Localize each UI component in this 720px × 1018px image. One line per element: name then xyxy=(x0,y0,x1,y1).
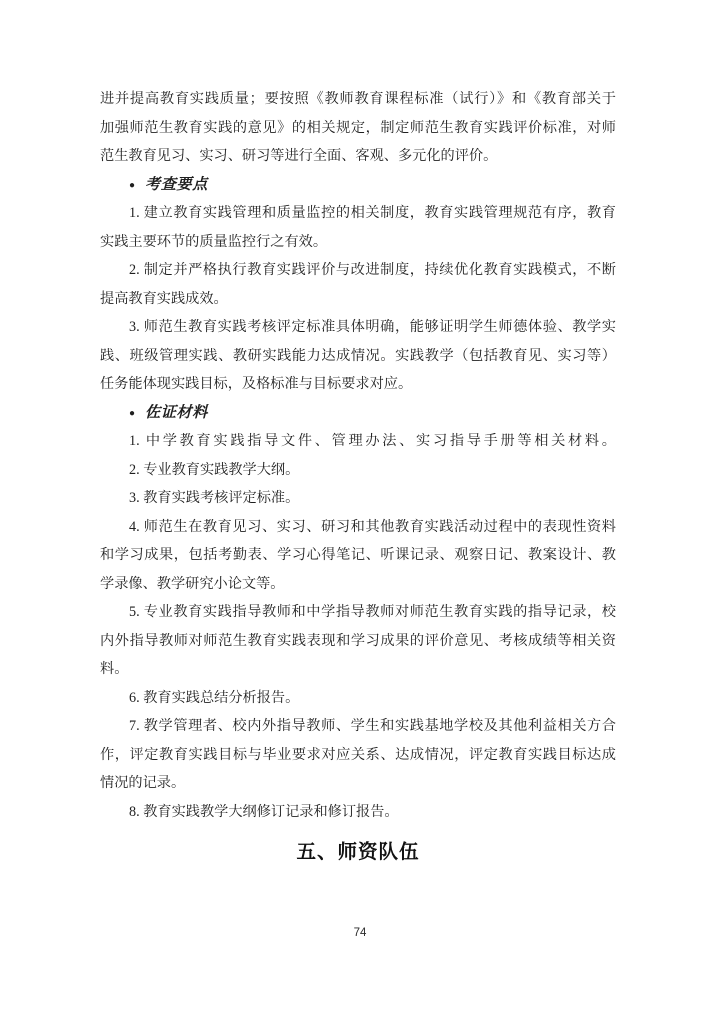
text-line: 任务能体现实践目标，及格标准与目标要求对应。 xyxy=(100,376,413,392)
numbered-item-line: 1. 建立教育实践管理和质量监控的相关制度，教育实践管理规范有序，教育 xyxy=(129,205,616,221)
text-line: 进并提高教育实践质量；要按照《教师教育课程标准（试行）》和《教育部关于 xyxy=(100,91,616,107)
numbered-item-line: 3. 教育实践考核评定标准。 xyxy=(129,490,300,506)
section-title-row xyxy=(100,171,616,200)
page-content xyxy=(100,85,616,869)
section-kaocha-yaodian xyxy=(100,171,616,399)
numbered-item-line: 6. 教育实践总结分析报告。 xyxy=(129,689,300,706)
text-line: 加强师范生教育实践的意见》的相关规定，制定师范生教育实践评价标准，对师 xyxy=(100,119,616,136)
numbered-item-line: 2. 专业教育实践教学大纲。 xyxy=(129,461,300,478)
text-line: 提高教育实践成效。 xyxy=(100,290,228,307)
bullet-icon: ● xyxy=(129,407,136,419)
numbered-item-line: 8. 教育实践教学大纲修订记录和修订报告。 xyxy=(129,803,399,820)
text-line: 范生教育见习、实习、研习等进行全面、客观、多元化的评价。 xyxy=(100,148,498,164)
bullet-icon: ● xyxy=(129,179,136,191)
numbered-item-line: 3. 师范生教育实践考核评定标准具体明确，能够证明学生师德体验、教学实 xyxy=(129,319,616,335)
numbered-item-line: 7. 教学管理者、校内外指导教师、学生和实践基地学校及其他利益相关方合 xyxy=(129,718,616,734)
numbered-item-line: 4. 师范生在教育见习、实习、研习和其他教育实践活动过程中的表现性资料 xyxy=(129,518,616,535)
section-zuozheng-cailiao xyxy=(100,399,616,827)
text-line: 实践主要环节的质量监控行之有效。 xyxy=(100,233,328,250)
text-line: 情况的记录。 xyxy=(100,775,186,791)
numbered-item-line: 2. 制定并严格执行教育实践评价与改进制度，持续优化教育实践模式，不断 xyxy=(129,262,616,278)
text-line: 和学习成果，包括考勤表、学习心得笔记、听课记录、观察日记、教案设计、教 xyxy=(100,547,616,563)
section-title: 考查要点 xyxy=(145,175,208,193)
text-line: 践、班级管理实践、教研实践能力达成情况。实践教学（包括教育见、实习等） xyxy=(100,347,616,364)
text-line: 作，评定教育实践目标与毕业要求对应关系、达成情况，评定教育实践目标达成 xyxy=(100,746,616,763)
numbered-item-line: 5. 专业教育实践指导教师和中学指导教师对师范生教育实践的指导记录，校 xyxy=(129,604,616,620)
chapter-heading: 五、师资队伍 xyxy=(296,842,420,863)
intro-paragraph xyxy=(100,85,616,171)
text-line: 学录像、教学研究小论文等。 xyxy=(100,575,285,592)
numbered-item-line: 1. 中学教育实践指导文件、管理办法、实习指导手册等相关材料。 xyxy=(129,433,616,449)
text-line: 内外指导教师对师范生教育实践表现和学习成果的评价意见、考核成绩等相关资 xyxy=(100,632,616,649)
page-number: 74 xyxy=(353,927,367,939)
section-title: 佐证材料 xyxy=(145,403,208,421)
section-title-row xyxy=(100,399,616,428)
text-line: 料。 xyxy=(100,661,129,677)
